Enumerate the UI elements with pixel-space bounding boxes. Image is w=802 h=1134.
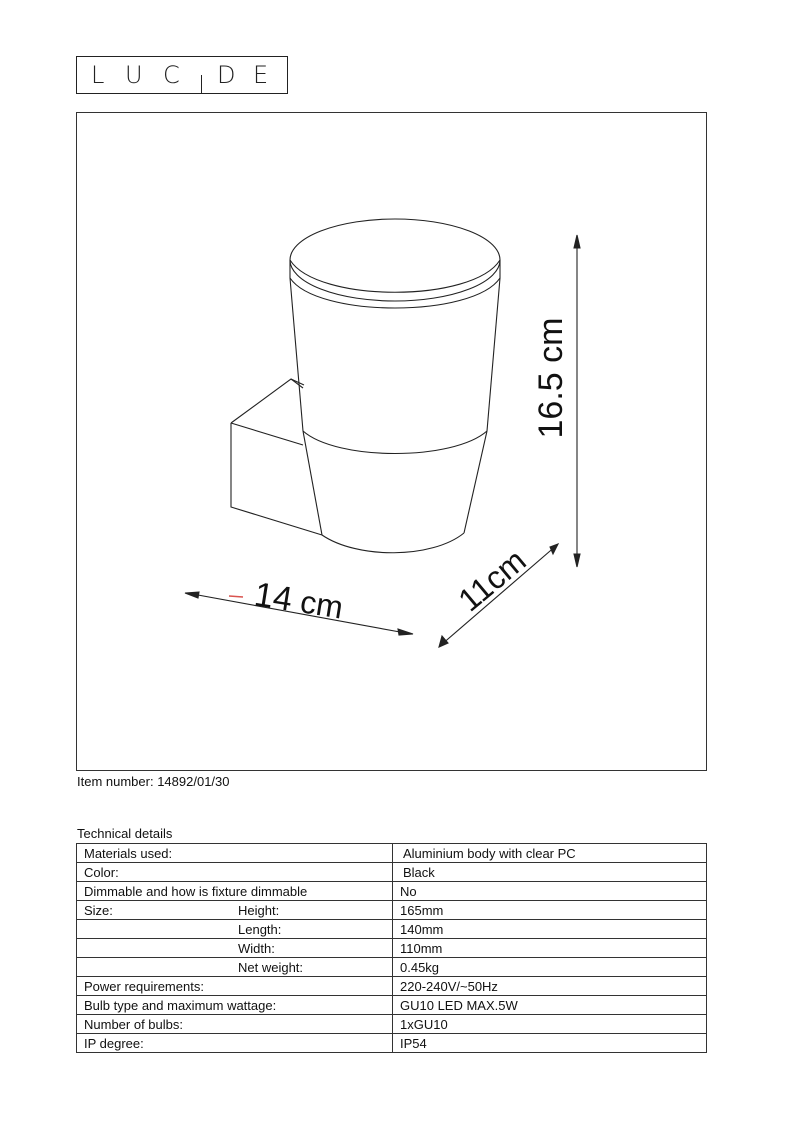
product-drawing xyxy=(76,112,707,771)
height-label: Height: xyxy=(238,902,280,918)
item-number: Item number: 14892/01/30 xyxy=(77,774,230,789)
ip-degree-label: IP degree: xyxy=(77,1034,393,1053)
net-weight-label: Net weight: xyxy=(238,959,304,975)
table-row xyxy=(77,863,707,882)
power-value: 220-240V/~50Hz xyxy=(393,977,707,996)
dimmable-value: No xyxy=(393,882,707,901)
logo-letter-u: U xyxy=(125,61,143,89)
table-row xyxy=(77,977,707,996)
technical-details-heading: Technical details xyxy=(77,826,173,841)
bulb-type-value: GU10 LED MAX.5W xyxy=(393,996,707,1015)
number-of-bulbs-label: Number of bulbs: xyxy=(77,1015,393,1034)
size-label: Size: xyxy=(84,902,113,918)
length-cell xyxy=(77,920,393,939)
length-value: 140mm xyxy=(393,920,707,939)
table-row xyxy=(77,1015,707,1034)
logo-letter-d: D xyxy=(217,61,236,89)
length-label: Length: xyxy=(238,921,282,937)
materials-value: Aluminium body with clear PC xyxy=(393,844,707,863)
length-dimension-unit: cm xyxy=(297,583,346,626)
width-dimension-label: 11cm xyxy=(451,542,533,619)
table-row xyxy=(77,844,707,863)
brand-logo xyxy=(76,56,288,94)
dimmable-label: Dimmable and how is fixture dimmable xyxy=(77,882,393,901)
height-dimension-label: 16.5 cm xyxy=(532,317,570,439)
length-dimension-number: 14 xyxy=(251,575,296,619)
color-label: Color: xyxy=(77,863,393,882)
width-label: Width: xyxy=(238,940,275,956)
bulb-type-label: Bulb type and maximum wattage: xyxy=(77,996,393,1015)
color-value: Black xyxy=(393,863,707,882)
table-row xyxy=(77,958,707,977)
table-row xyxy=(77,939,707,958)
net-weight-value: 0.45kg xyxy=(393,958,707,977)
height-value: 165mm xyxy=(393,901,707,920)
power-label: Power requirements: xyxy=(77,977,393,996)
size-cell xyxy=(77,901,393,920)
ip-degree-value: IP54 xyxy=(393,1034,707,1053)
product-line-drawing xyxy=(77,113,708,772)
technical-details-table xyxy=(76,843,707,1053)
logo-divider xyxy=(201,75,202,94)
materials-label: Materials used: xyxy=(77,844,393,863)
number-of-bulbs-value: 1xGU10 xyxy=(393,1015,707,1034)
net-weight-cell xyxy=(77,958,393,977)
width-value: 110mm xyxy=(393,939,707,958)
table-row xyxy=(77,1034,707,1053)
table-row xyxy=(77,882,707,901)
table-row xyxy=(77,996,707,1015)
table-row xyxy=(77,901,707,920)
logo-letter-c: C xyxy=(163,61,180,89)
table-row xyxy=(77,920,707,939)
width-cell xyxy=(77,939,393,958)
logo-letter-l: L xyxy=(91,61,105,89)
logo-letter-e: E xyxy=(253,61,269,89)
